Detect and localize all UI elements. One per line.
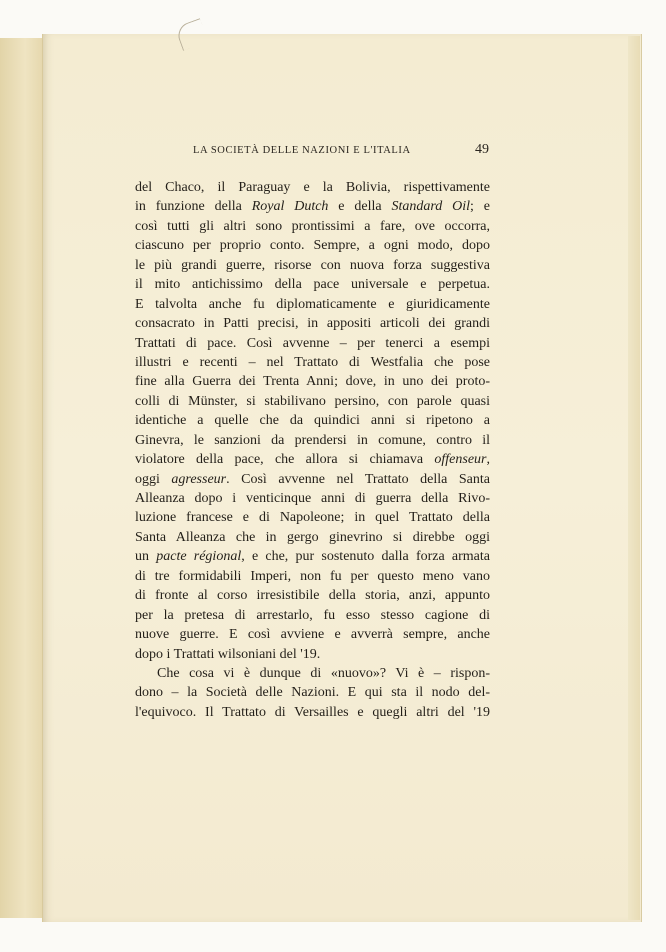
text-run: per la pretesa di arrestarlo, fu esso stesso cagione di xyxy=(135,607,490,623)
text-run: . Così avvenne nel Trattato della Santa xyxy=(226,471,490,487)
text-run: un xyxy=(135,549,157,565)
italic-run: pacte régional xyxy=(156,549,242,565)
text-run: E talvolta anche fu diplomaticamente e giuridicamente xyxy=(135,296,490,312)
text-line xyxy=(135,606,490,625)
text-line xyxy=(135,392,490,411)
text-line xyxy=(135,295,490,314)
text-line xyxy=(135,236,490,255)
text-line xyxy=(135,178,490,197)
text-line xyxy=(135,450,490,469)
text-run: Ginevra, le sanzioni da prendersi in comune, contro il xyxy=(135,432,490,448)
text-run: Alleanza dopo i venticinque anni di guerra della Rivo- xyxy=(135,491,490,506)
text-line xyxy=(135,489,490,508)
text-line xyxy=(135,470,490,489)
text-line xyxy=(135,586,490,605)
page-edge xyxy=(628,36,640,920)
text-line xyxy=(135,334,490,353)
italic-run: offenseur xyxy=(434,452,487,468)
text-run: fine alla Guerra dei Trenta Anni; dove, in uno dei proto- xyxy=(135,374,490,390)
text-run: dopo i Trattati wilsoniani del '19. xyxy=(135,646,321,662)
text-run: consacrato in Patti precisi, in appositi articoli dei grandi xyxy=(135,316,490,332)
italic-run: Royal Dutch xyxy=(251,199,329,215)
text-run: oggi xyxy=(135,471,172,487)
text-run: illustri e recenti – nel Trattato di Westfalia che pose xyxy=(135,354,490,370)
text-run: in funzione della xyxy=(135,199,252,215)
text-run: luzione francese e di Napoleone; in quel Trattato della xyxy=(135,510,490,526)
text-run: e della xyxy=(328,199,392,215)
text-run: il mito antichissimo della pace universale e perpetua. xyxy=(135,277,490,293)
text-line xyxy=(135,431,490,450)
text-run: dono – la Società delle Nazioni. E qui sta il nodo del- xyxy=(135,685,490,701)
text-run: Santa Alleanza che in gergo ginevrino si direbbe oggi xyxy=(135,529,490,545)
running-title: LA SOCIETÀ DELLE NAZIONI E L'ITALIA xyxy=(193,145,411,156)
page-number: 49 xyxy=(475,142,489,157)
text-line xyxy=(135,703,490,722)
text-line xyxy=(135,625,490,644)
text-run: ; e xyxy=(470,199,491,215)
text-run: l'equivoco. Il Trattato di Versailles e quegli altri del '19 xyxy=(135,704,490,720)
text-line xyxy=(135,256,490,275)
text-line xyxy=(135,683,490,702)
text-line xyxy=(135,197,490,216)
text-run: Che cosa vi è dunque di «nuovo»? Vi è – rispon- xyxy=(157,665,490,681)
text-run: identiche a quelle che da quindici anni si ripetono a xyxy=(135,413,490,429)
text-line xyxy=(135,567,490,586)
text-run: di tre formidabili Imperi, non fu per questo meno vano xyxy=(135,568,490,584)
text-run: ciascuno per proprio conto. Sempre, a ogni modo, dopo xyxy=(135,238,490,254)
text-run: le più grandi guerre, risorse con nuova forza suggestiva xyxy=(135,257,490,273)
text-run: , xyxy=(486,452,490,468)
text-run: nuove guerre. E così avviene e avverrà sempre, anche xyxy=(135,627,490,643)
text-line xyxy=(135,314,490,333)
italic-run: agresseur xyxy=(171,471,227,487)
text-line xyxy=(135,353,490,372)
text-line xyxy=(135,217,490,236)
body-text xyxy=(135,178,490,722)
text-line xyxy=(135,645,490,664)
text-line xyxy=(135,411,490,430)
text-run: colli di Münster, si stabilivano persino, con parole quasi xyxy=(135,393,490,409)
italic-run: Standard Oil xyxy=(391,199,471,215)
text-line xyxy=(135,547,490,566)
text-run: di fronte al corso irresistibile della storia, anzi, appunto xyxy=(135,588,490,604)
text-run: , e che, pur sostenuto dalla forza armata xyxy=(241,549,490,565)
facing-page-edge xyxy=(0,38,43,918)
text-run: del Chaco, il Paraguay e la Bolivia, rispettivamente xyxy=(135,180,490,195)
text-run: Trattati di pace. Così avvenne – per tenerci a esempi xyxy=(135,335,490,351)
text-line xyxy=(135,372,490,391)
text-run: così tutti gli altri sono prontissimi a fare, ove occorra, xyxy=(135,218,490,234)
text-line xyxy=(135,528,490,547)
text-line xyxy=(135,664,490,683)
text-line xyxy=(135,275,490,294)
text-line xyxy=(135,508,490,527)
text-run: violatore della pace, che allora si chiamava xyxy=(135,452,435,468)
